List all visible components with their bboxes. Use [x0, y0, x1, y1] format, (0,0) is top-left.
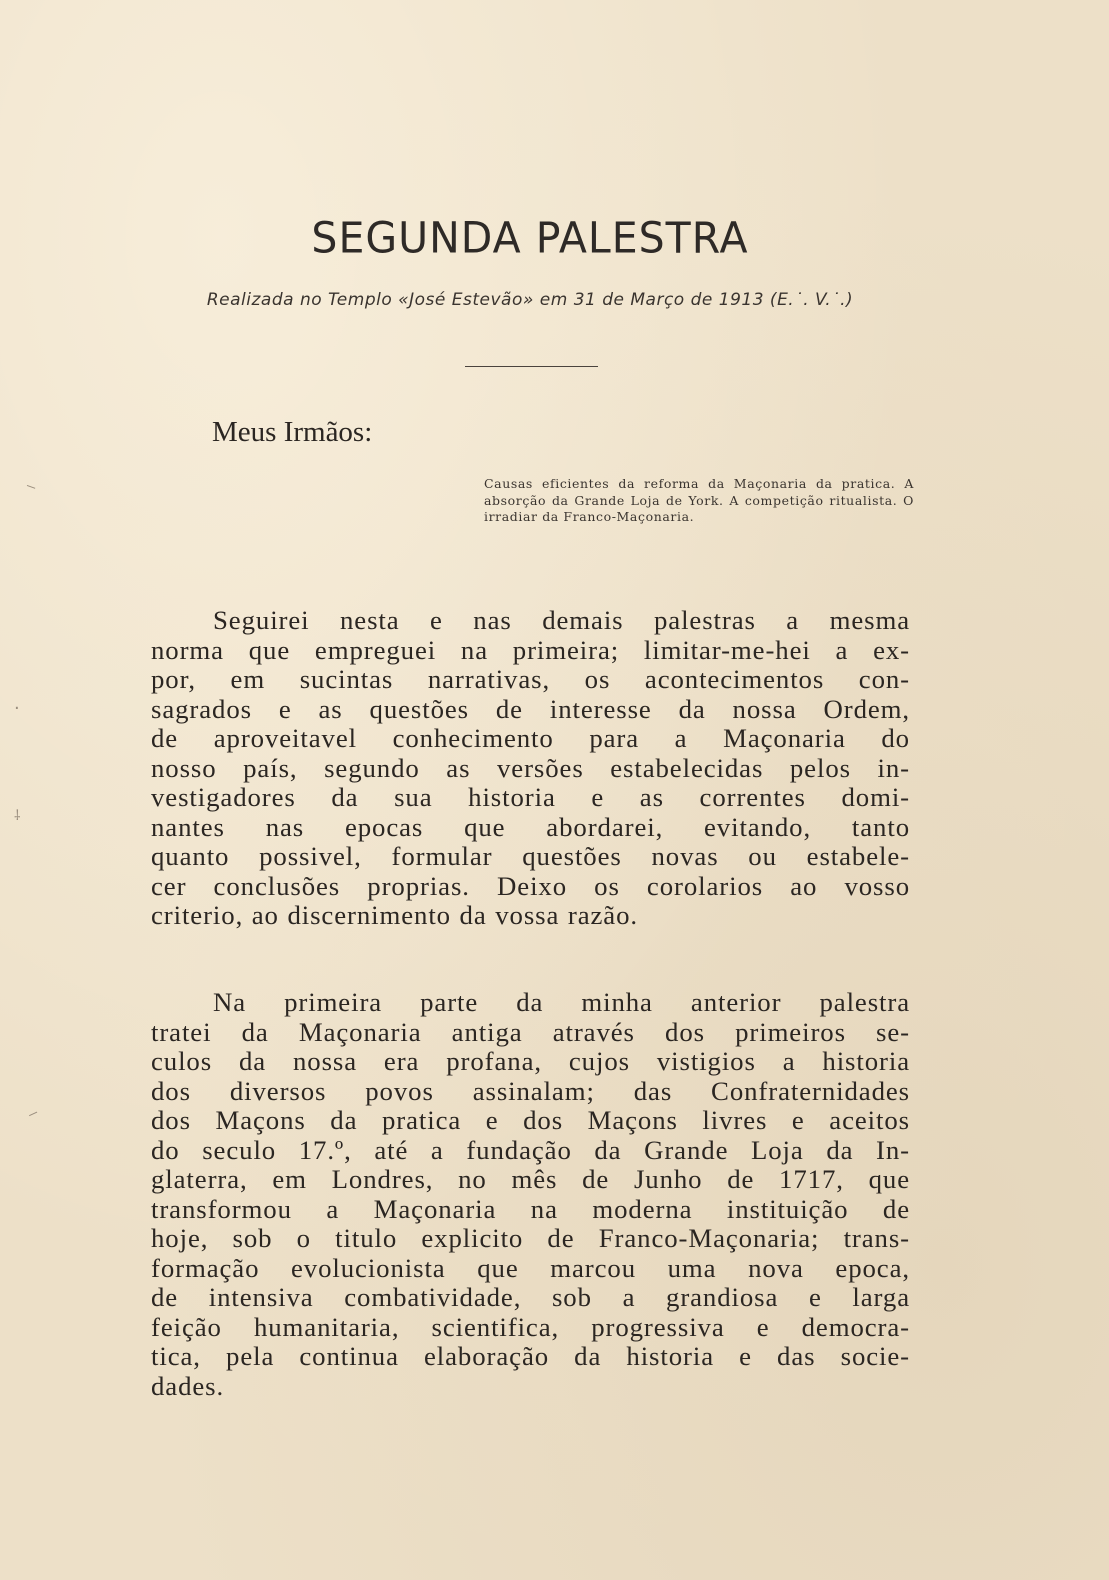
- subtitle: Realizada no Templo «José Estevão» em 31 de Março de 1913 (E.˙. V.˙.): [206, 290, 854, 310]
- paragraph-line: nosso país, segundo as versões estabelecidas pelos in-: [151, 752, 910, 783]
- chapter-summary: Causas eficientes da reforma da Maçonaria da pratica. A absorção da Grande Loja de York. A competição ritualista. O irradiar da Franco-Maçonaria.: [484, 476, 914, 524]
- paragraph-line: criterio, ao discernimento da vossa razão.: [151, 900, 639, 930]
- paragraph-line: de aproveitavel conhecimento para a Maçonaria do: [151, 723, 910, 753]
- paragraph-line: hoje, sob o titulo explicito de Franco-Maçonaria; trans-: [151, 1223, 910, 1253]
- paragraph-line: de intensiva combatividade, sob a grandiosa e larga: [151, 1282, 910, 1312]
- paragraph-line: nantes nas epocas que abordarei, evitando, tanto: [151, 811, 910, 842]
- paragraph-line: do seculo 17.º, até a fundação da Grande Loja da In-: [151, 1134, 910, 1165]
- paragraph-line: norma que empreguei na primeira; limitar-me-hei a ex-: [151, 634, 910, 665]
- paragraph-line: por, em sucintas narrativas, os acontecimentos con-: [151, 664, 910, 694]
- divider: [465, 366, 598, 367]
- paragraph-line: glaterra, em Londres, no mês de Junho de 1717, que: [151, 1164, 910, 1194]
- paragraph-2: [151, 988, 910, 1401]
- paragraph-line: Seguirei nesta e nas demais palestras a mesma: [213, 605, 910, 635]
- paragraph-1: [151, 606, 910, 931]
- paragraph-line: sagrados e as questões de interesse da nossa Ordem,: [151, 693, 910, 724]
- paragraph-line: dades.: [151, 1370, 225, 1401]
- page-title: SEGUNDA PALESTRA: [311, 212, 749, 264]
- paragraph-line: Na primeira parte da minha anterior palestra: [213, 987, 910, 1017]
- paragraph-line: feição humanitaria, scientifica, progressiva e democra-: [151, 1311, 910, 1342]
- paragraph-line: quanto possivel, formular questões novas ou estabele-: [151, 841, 910, 871]
- paper-speck-icon: ⸝: [26, 1099, 43, 1122]
- paper-speck-icon: ⸌: [24, 479, 42, 502]
- salutation: Meus Irmãos:: [212, 416, 373, 448]
- paragraph-line: culos da nossa era profana, cujos vistigios a historia: [151, 1046, 910, 1076]
- paragraph-line: vestigadores da sua historia e as correntes domi-: [151, 782, 910, 812]
- paragraph-line: dos diversos povos assinalam; das Confraternidades: [151, 1075, 910, 1106]
- paragraph-line: dos Maçons da pratica e dos Maçons livres e aceitos: [151, 1105, 910, 1135]
- paragraph-line: formação evolucionista que marcou uma nova epoca,: [151, 1252, 910, 1283]
- paragraph-line: cer conclusões proprias. Deixo os corolarios ao vosso: [151, 870, 910, 901]
- paragraph-line: tica, pela continua elaboração da historia e das socie-: [151, 1341, 910, 1371]
- paper-speck-icon: ·: [14, 698, 20, 719]
- paragraph-line: transformou a Maçonaria na moderna instituição de: [151, 1193, 910, 1224]
- paragraph-line: tratei da Maçonaria antiga através dos primeiros se-: [151, 1016, 910, 1047]
- paper-speck-icon: ⸸: [14, 808, 21, 824]
